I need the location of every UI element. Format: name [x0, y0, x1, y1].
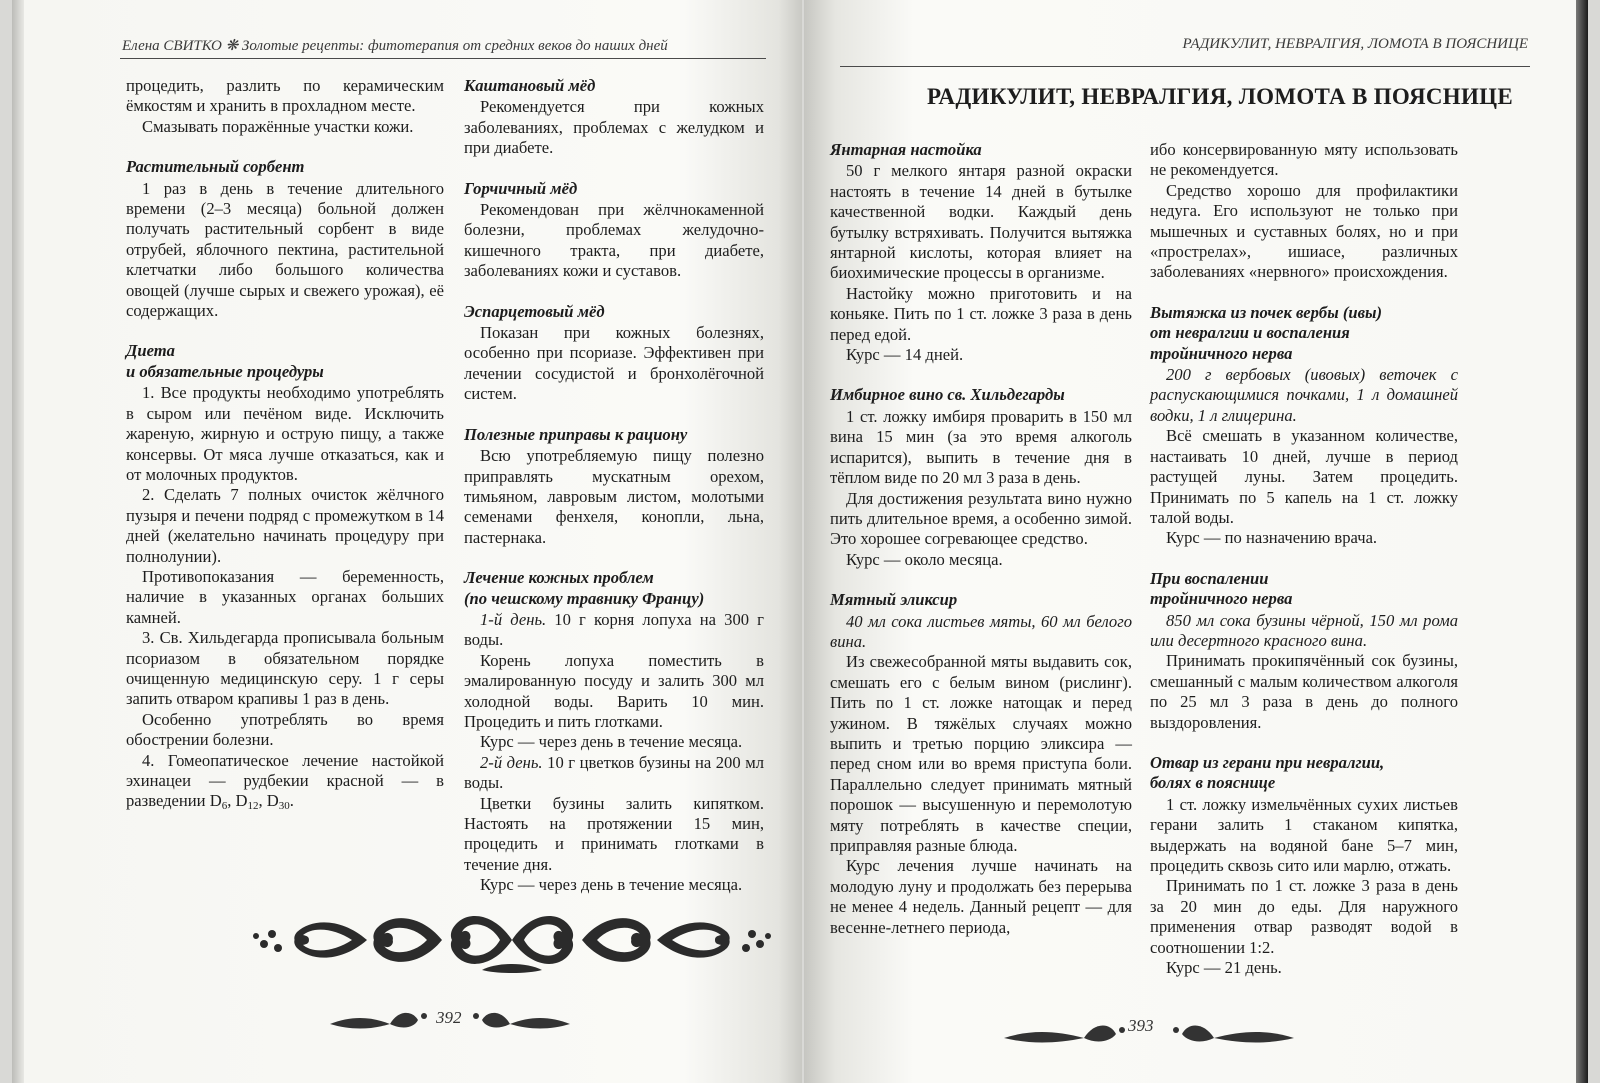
- heading-willow-3: тройничного нерва: [1150, 343, 1293, 363]
- heading-geranium-1: Отвар из герани при невралгии,: [1150, 752, 1385, 772]
- paragraph: Курс — по назначению врача.: [1166, 528, 1378, 548]
- paragraph: 1 ст. ложку измельчённых сухих листьев герани залить 1 стаканом кипятка, выдержать на водяной бане 5–7 мин, процедить сквозь сито или марлю, отжать.: [1150, 794, 1458, 875]
- paragraph-ingredients: 200 г вербовых (ивовых) веточек с распускающимися почками, 1 л домашней водки, 1 л глицерина.: [1150, 365, 1458, 425]
- paragraph: Рекомендован при жёлчнокаменной болезни, проблемах желудочно-кишечного тракта, при диабете, заболеваниях кожи и суставов.: [464, 200, 764, 281]
- left-column-1: [126, 76, 444, 817]
- heading-ginger: Имбирное вино св. Хильдегарды: [830, 385, 1065, 405]
- heading-diet-2: и обязательные процедуры: [126, 361, 324, 381]
- heading-willow-2: от невралгии и воспаления: [1150, 323, 1350, 343]
- paragraph: Противопоказания — беременность, наличие в указанных органах больших камней.: [126, 566, 444, 627]
- paragraph: 3. Св. Хильдегарда прописывала больным псориазом в обязательном порядке очищенную медицинскую серу. 1 г серы запить отваром крапивы 1 раз в день.: [126, 628, 444, 709]
- paragraph: 50 г мелкого янтаря разной окраски настоять в течение 14 дней в бутылке качественной водки. Каждый день бутылку встряхивать. Получится вытяжка янтарной кислоты, которая влияет на биохимические процессы в организме.: [830, 161, 1132, 283]
- paragraph: Курс — через день в течение месяца.: [480, 875, 743, 895]
- paragraph: Рекомендуется при кожных заболеваниях, проблемах с желудком и при диабете.: [464, 97, 764, 158]
- heading-skin-2: (по чешскому травнику Францу): [464, 588, 705, 608]
- paragraph: Цветки бузины залить кипятком. Настоять на протяжении 15 мин, процедить и принимать глотками в течение дня.: [464, 793, 764, 874]
- paragraph: Курс — через день в течение месяца.: [480, 732, 743, 752]
- right-column-1: [830, 140, 1132, 938]
- paragraph: Всю употребляемую пищу полезно приправлять мускатным орехом, тимьяном, лавровым листом, молотыми семенами фенхеля, конопли, льна, пастернака.: [464, 446, 764, 547]
- left-page-edge: [12, 0, 24, 1083]
- paragraph-ingredients: 40 мл сока листьев мяты, 60 мл белого вина.: [830, 611, 1132, 651]
- heading-skin-1: Лечение кожных проблем: [464, 568, 654, 588]
- heading-spices: Полезные приправы к рациону: [464, 424, 688, 444]
- left-head-rule: [120, 58, 766, 59]
- paragraph: Корень лопуха поместить в эмалированную посуду и залить 300 мл холодной воды. Варить 10 мин. Процедить и пить глотками.: [464, 650, 764, 731]
- paragraph: 1. Все продукты необходимо употреблять в сыром или печёном виде. Исключить жареную, жирную и острую пищу, а также консервы. От мяса лучше отказаться, как и от молочных продуктов.: [126, 383, 444, 484]
- paragraph: 1 ст. ложку имбиря проварить в 150 мл вина 15 мин (за это время алкоголь испарится), выпить в течение дня в тёплом виде по 20 мл 3 раза в день.: [830, 406, 1132, 488]
- paragraph: ибо консервированную мяту использовать не рекомендуется.: [1150, 140, 1458, 180]
- page-number-right: 393: [1128, 1016, 1154, 1035]
- paragraph-day-2: 2-й день. 10 г цветков бузины на 200 мл воды.: [464, 752, 764, 793]
- right-page: [804, 0, 1588, 1083]
- paragraph: Курс лечения лучше начинать на молодую луну и продолжать без перерыва не менее 4 недель. Данный рецепт — для весенне-летнего периода,: [830, 856, 1132, 937]
- paragraph: Из свежесобранной мяты выдавить сок, смешать его с белым вином (рислинг). Пить по 1 ст. ложке натощак и перед ужином. В тяжёлых случаях можно выпить и третью порцию эликсира — перед сном или во время приступа боли. Параллельно следует принимать мятный порошок — высушенную и перемолотую мяту потреблять в качестве специи, приправляя разные блюда.: [830, 652, 1132, 855]
- chapter-title: РАДИКУЛИТ, НЕВРАЛГИЯ, ЛОМОТА В ПОЯСНИЦЕ: [927, 84, 1513, 109]
- left-column-2: [464, 76, 764, 896]
- left-page: [12, 0, 802, 1083]
- paragraph: Смазывать поражённые участки кожи.: [142, 116, 414, 136]
- right-running-head: РАДИКУЛИТ, НЕВРАЛГИЯ, ЛОМОТА В ПОЯСНИЦЕ: [1182, 36, 1528, 52]
- heading-elder-1: При воспалении: [1150, 568, 1269, 588]
- paragraph: процедить, разлить по керамическим ёмкостям и хранить в прохладном месте.: [126, 76, 444, 116]
- paragraph: Курс — 21 день.: [1166, 958, 1282, 978]
- paragraph-ingredients: 850 мл сока бузины чёрной, 150 мл рома или десертного красного вина.: [1150, 610, 1458, 650]
- floral-ornament-icon: [242, 900, 782, 980]
- paragraph-homeopathy: 4. Гомеопатическое лечение настойкой эхинацеи — рудбекии красной — в разведении $D_6$, $D_{12}$, $D_{30}$.: [126, 750, 444, 813]
- heading-amber: Янтарная настойка: [830, 140, 982, 159]
- heading-geranium-2: болях в пояснице: [1150, 773, 1276, 793]
- heading-elder-2: тройничного нерва: [1150, 589, 1293, 609]
- heading-willow-1: Вытяжка из почек вербы (ивы): [1150, 302, 1383, 322]
- heading-mint: Мятный эликсир: [830, 590, 958, 610]
- right-column-2: [1150, 140, 1458, 978]
- paragraph: Особенно употреблять во время обострении болезни.: [126, 709, 444, 750]
- page-number-left: 392: [436, 1008, 462, 1027]
- heading-sainfoin: Эспарцетовый мёд: [464, 301, 605, 321]
- paragraph: Всё смешать в указанном количестве, настаивать 10 дней, лучше в период растущей луны. Затем процедить. Принимать по 5 капель на 1 ст. ложку талой воды.: [1150, 426, 1458, 527]
- paragraph: Курс — 14 дней.: [846, 345, 964, 365]
- paragraph: Курс — около месяца.: [846, 549, 1003, 569]
- paragraph: 1 раз в день в течение длительного времени (2–3 месяца) больной должен получать растительный сорбент в виде отрубей, яблочного пектина, растительной клетчатки либо большого количества овощей (лучше сырых и свежего урожая), её содержащих.: [126, 178, 444, 321]
- left-running-head: Елена СВИТКО ❋ Золотые рецепты: фитотерапия от средних веков до наших дней: [122, 38, 668, 54]
- heading-diet-1: Диета: [126, 341, 175, 361]
- paragraph: Принимать по 1 ст. ложке 3 раза в день за 20 мин до еды. Для наружного применения отвар разводят водой в соотношении 1:2.: [1150, 876, 1458, 957]
- paragraph: 2. Сделать 7 полных очисток жёлчного пузыря и печени подряд с промежутком в 14 дней (желательно начинать процедуру при полнолунии).: [126, 485, 444, 566]
- paragraph: Показан при кожных болезнях, особенно при псориазе. Эффективен при лечении сосудистой и бронхолёгочной систем.: [464, 323, 764, 404]
- heading-chestnut: Каштановый мёд: [464, 76, 596, 95]
- paragraph: Для достижения результата вино нужно пить длительное время, а особенно зимой. Это хорошее согревающее средство.: [830, 488, 1132, 549]
- paragraph: Настойку можно приготовить и на коньяке. Пить по 1 ст. ложке 3 раза в день перед едой.: [830, 283, 1132, 344]
- right-head-rule: [840, 66, 1530, 67]
- heading-sorbent: Растительный сорбент: [126, 157, 305, 177]
- heading-mustard: Горчичный мёд: [464, 178, 578, 198]
- paragraph-day-1: 1-й день. 10 г корня лопуха на 300 г воды.: [464, 609, 764, 650]
- right-page-edge: [1576, 0, 1588, 1083]
- paragraph: Принимать прокипячённый сок бузины, смешанный с малым количеством алкоголя по 25 мл 3 раза в день до полного выздоровления.: [1150, 651, 1458, 732]
- paragraph: Средство хорошо для профилактики недуга. Его используют не только при мышечных и суставных болях, но и при «прострелах», ишиасе, различных заболеваниях «нервного» происхождения.: [1150, 180, 1458, 282]
